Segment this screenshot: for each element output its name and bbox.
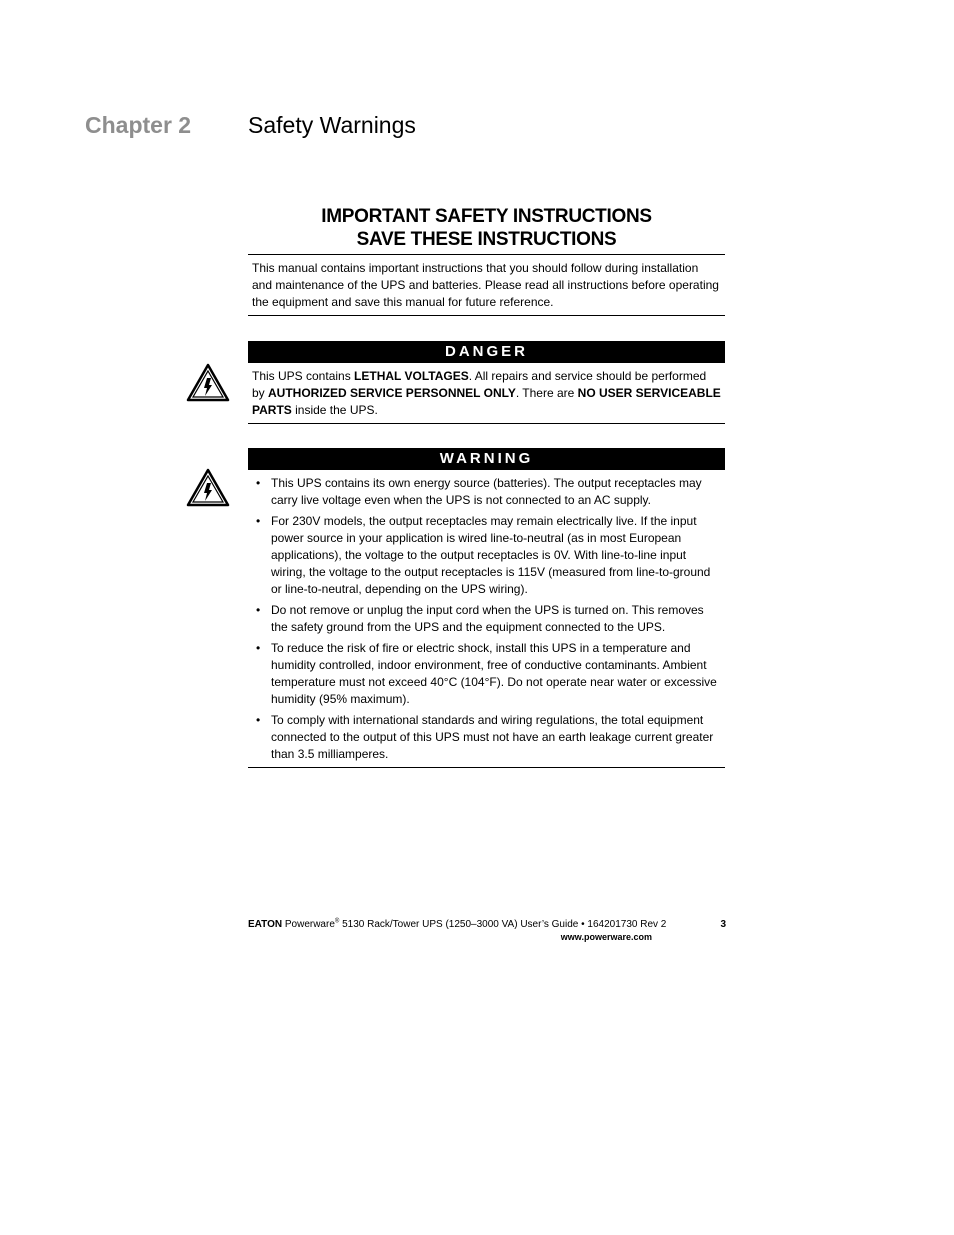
warning-item: • To comply with international standards and wiring regulations, the total equipment connected to the output of this UPS must not have an earth leakage current greater than 3.5 milliamperes. — [252, 712, 721, 763]
chapter-title: Safety Warnings — [248, 112, 416, 138]
danger-block — [248, 341, 725, 424]
footer-guide-title: 5130 Rack/Tower UPS (1250–3000 VA) User’s Guide • 164201730 Rev 2 — [339, 919, 667, 930]
page-number: 3 — [720, 919, 726, 930]
warning-block — [248, 448, 725, 768]
chapter-number: Chapter 2 — [85, 112, 192, 138]
danger-emphasis-lethal-voltages: LETHAL VOLTAGES — [354, 369, 469, 383]
warning-item: • This UPS contains its own energy source (batteries). The output receptacles may carry live voltage even when the UPS is not connected to an AC supply. — [252, 475, 721, 509]
registered-mark: ® — [334, 918, 340, 925]
high-voltage-warning-icon — [186, 468, 230, 507]
important-instructions-heading — [248, 205, 725, 254]
warning-list — [252, 475, 721, 763]
danger-text-part: . There are — [515, 386, 578, 400]
safety-section — [248, 205, 725, 768]
warning-item: • For 230V models, the output receptacles may remain electrically live. If the input power source in your application is wired line-to-neutral (as in most European applications), the voltage to the output receptacles is 0V. With line-to-line input wiring, the voltage to the output receptacles is 115V (measured from line-to-ground or line-to-neutral, depending on the UPS wiring). — [252, 513, 721, 598]
danger-text-part: inside the UPS. — [291, 403, 378, 417]
footer-brand: EATON — [248, 919, 283, 930]
high-voltage-warning-icon — [186, 363, 230, 402]
footer-product: Powerware — [284, 919, 335, 930]
footer-guide-line — [248, 918, 667, 931]
danger-text-part: This UPS contains — [252, 369, 355, 383]
heading-line-1: IMPORTANT SAFETY INSTRUCTIONS — [321, 206, 652, 227]
footer-url: www.powerware.com — [560, 932, 652, 942]
danger-text-part: . All repairs and service should be performed by — [252, 369, 707, 400]
page-footer — [248, 918, 667, 944]
danger-text — [248, 363, 725, 424]
warning-item: • To reduce the risk of fire or electric shock, install this UPS in a temperature and humidity controlled, indoor environment, free of conductive contaminants. Ambient temperature must not exceed 40°C (104°F). Do not operate near water or excessive humidity (95% maximum). — [252, 640, 721, 708]
intro-paragraph: This manual contains important instructions that you should follow during installation and maintenance of the UPS and batteries. Please read all instructions before operating the equipment and save this manual for future reference. — [248, 254, 725, 316]
warning-banner: WARNING — [248, 448, 725, 470]
danger-banner: DANGER — [248, 341, 725, 363]
heading-line-2: SAVE THESE INSTRUCTIONS — [356, 229, 617, 250]
danger-emphasis-no-user-parts: NO USER SERVICEABLE PARTS — [252, 386, 721, 417]
warning-item: • Do not remove or unplug the input cord when the UPS is turned on. This removes the safety ground from the UPS and the equipment connected to the UPS. — [252, 602, 721, 636]
danger-emphasis-authorized-personnel: AUTHORIZED SERVICE PERSONNEL ONLY — [268, 386, 516, 400]
warning-list-container — [248, 470, 725, 768]
